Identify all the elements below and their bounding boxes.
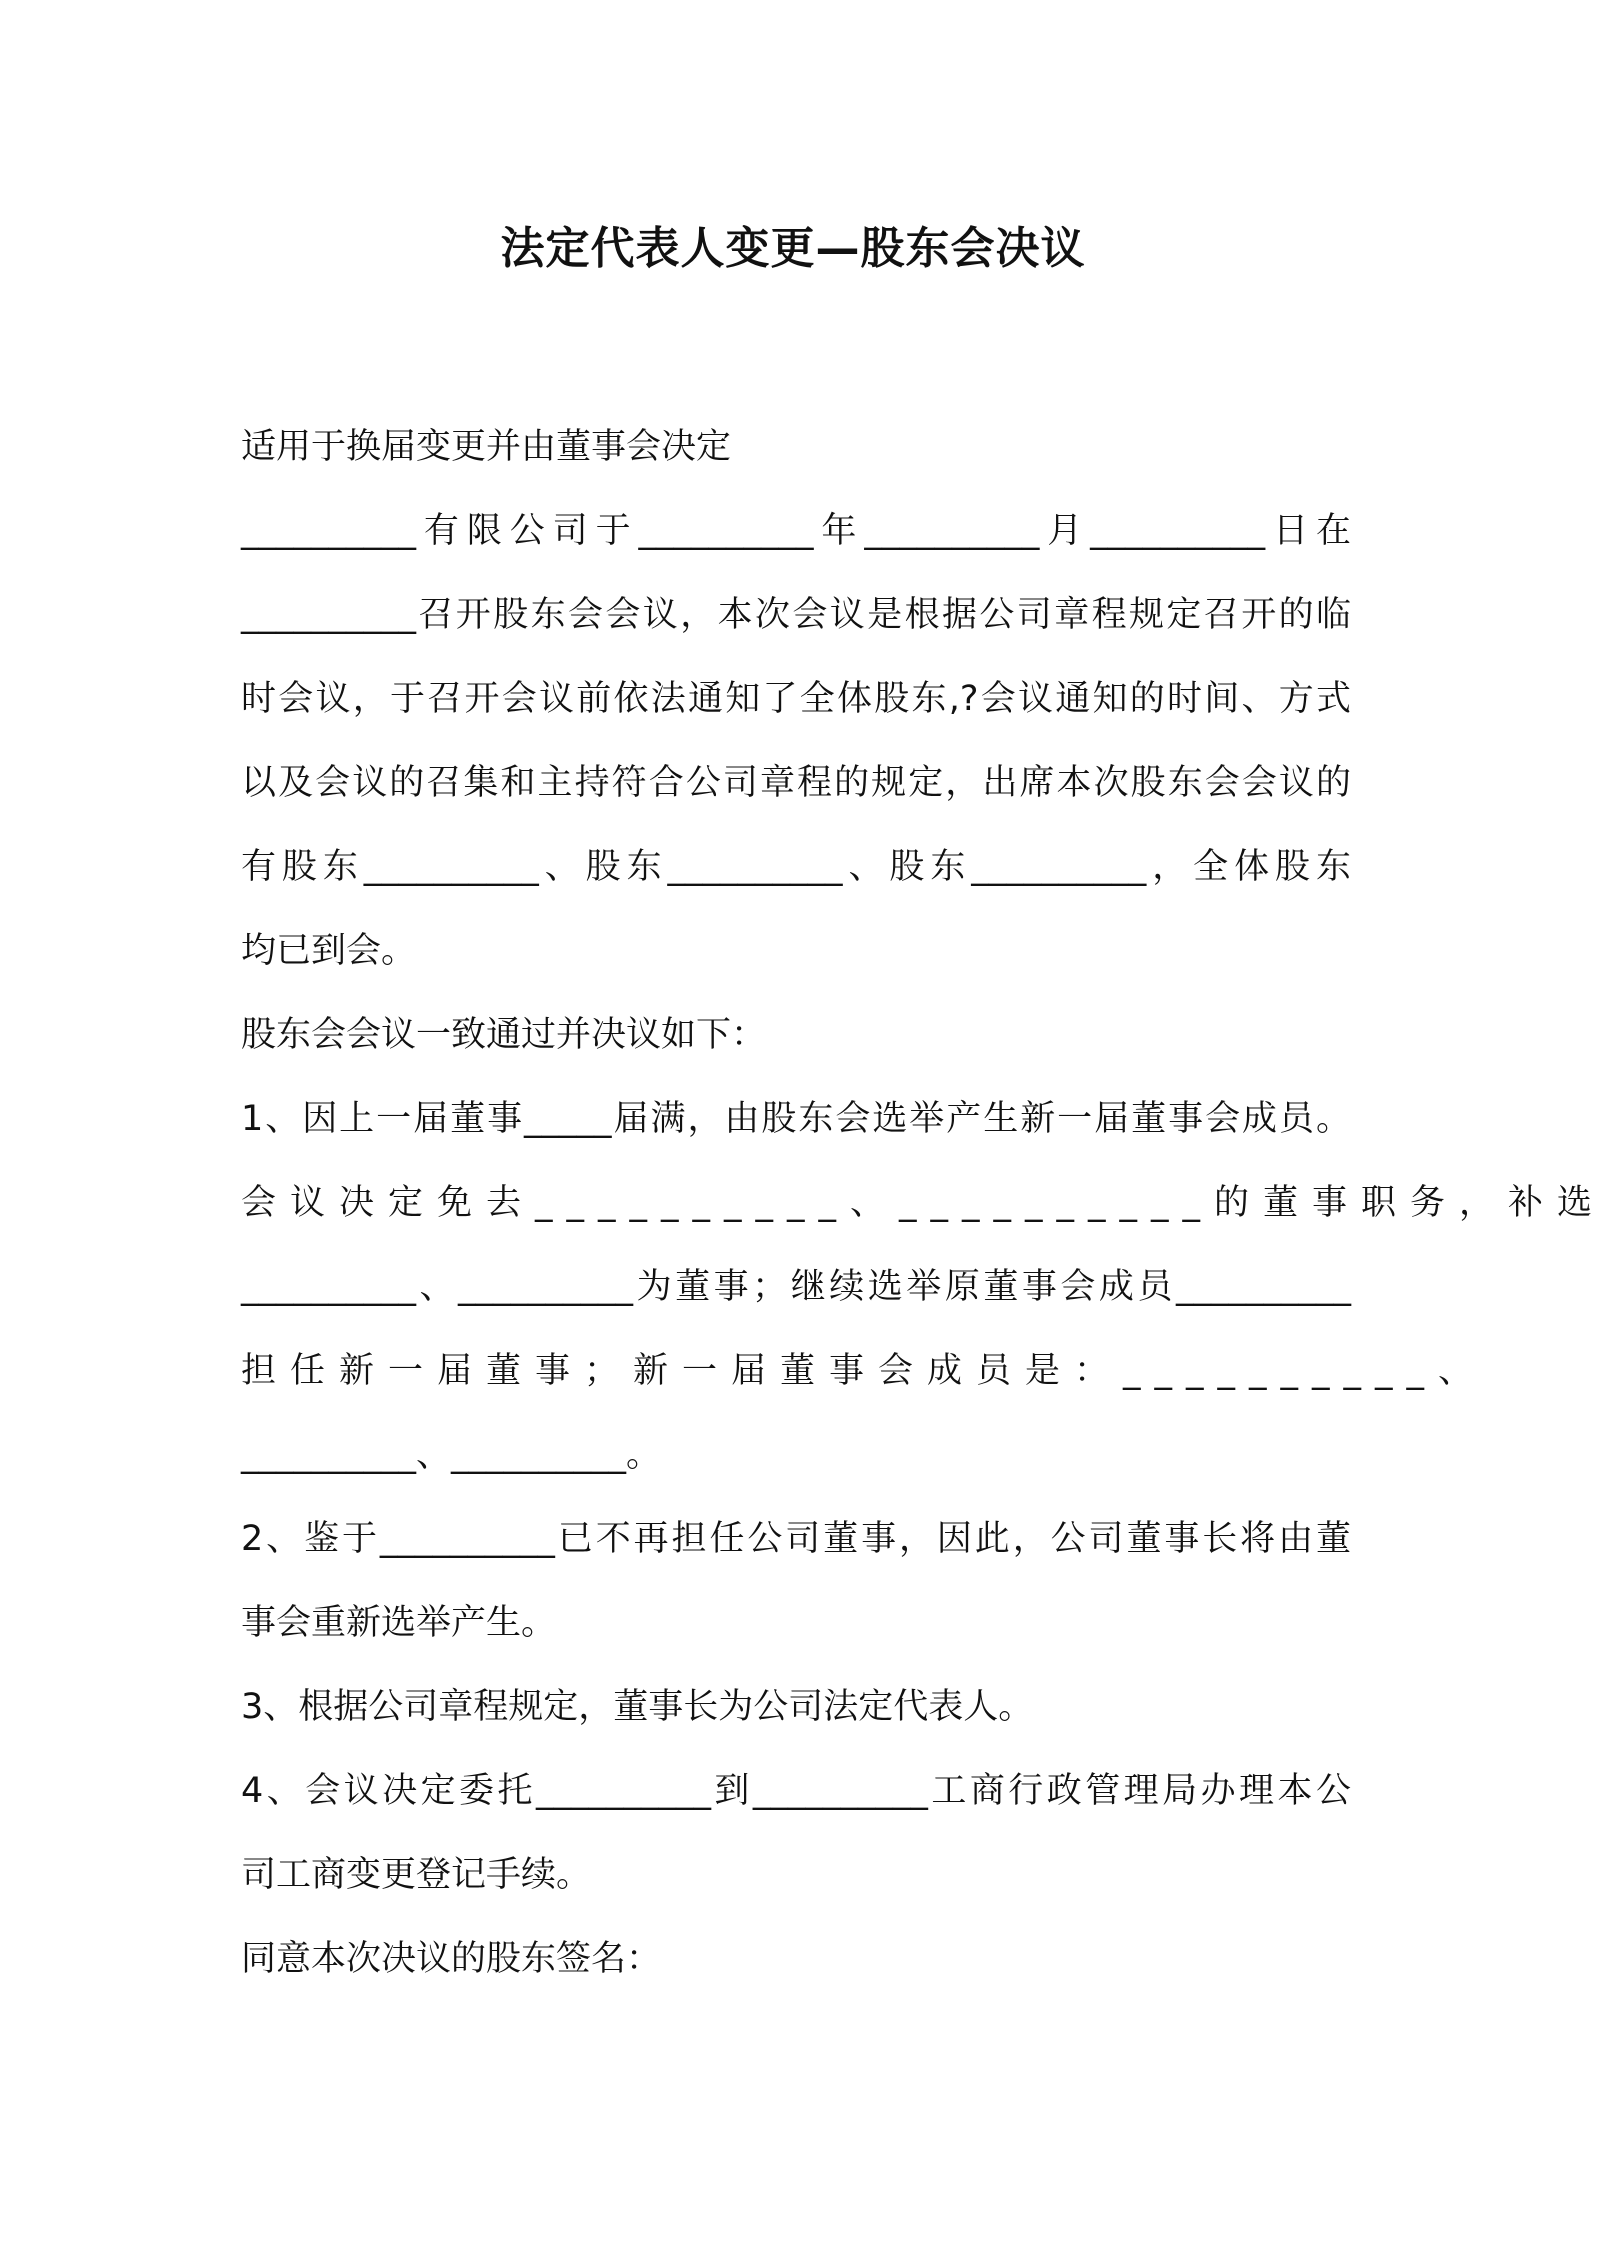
document-body <box>241 405 1606 2001</box>
document-title: 法定代表人变更—股东会决议 <box>500 223 1086 274</box>
paragraph-line: 有股东__________、股东__________、股东__________，全体股东 <box>241 847 1351 887</box>
paragraph-line: __________召开股东会会议，本次会议是根据公司章程规定召开的临 <box>241 595 1351 635</box>
resolution-item-1-line: 担任新一届董事；新一届董事会成员是：__________、 <box>241 1351 1488 1391</box>
resolution-item-1-line: __________、__________为董事；继续选举原董事会成员__________ <box>241 1267 1351 1307</box>
resolution-item-1: 1、因上一届董事_____届满，由股东会选举产生新一届董事会成员。 <box>241 1099 1351 1139</box>
signature-prompt: 同意本次决议的股东签名： <box>241 1939 662 1979</box>
resolution-item-1-line: __________、__________。 <box>241 1435 662 1475</box>
paragraph-line: 时会议，于召开会议前依法通知了全体股东,?会议通知的时间、方式 <box>241 679 1351 719</box>
paragraph-line: __________有限公司于__________年__________月__________日在 <box>241 511 1351 551</box>
resolution-item-2: 2、鉴于__________已不再担任公司董事，因此，公司董事长将由董 <box>241 1519 1351 1559</box>
paragraph-line: 均已到会。 <box>241 931 417 971</box>
scope-line: 适用于换届变更并由董事会决定 <box>241 427 732 467</box>
resolution-item-2-line: 事会重新选举产生。 <box>241 1603 557 1643</box>
resolution-item-1-line: 会议决定免去__________、__________的董事职务，补选 <box>241 1183 1606 1223</box>
resolution-item-3: 3、根据公司章程规定，董事长为公司法定代表人。 <box>241 1687 1034 1727</box>
paragraph-line: 以及会议的召集和主持符合公司章程的规定，出席本次股东会会议的 <box>241 763 1351 803</box>
resolution-item-4: 4、会议决定委托__________到__________工商行政管理局办理本公 <box>241 1771 1351 1811</box>
resolution-intro: 股东会会议一致通过并决议如下： <box>241 1015 767 1055</box>
resolution-item-4-line: 司工商变更登记手续。 <box>241 1855 592 1895</box>
